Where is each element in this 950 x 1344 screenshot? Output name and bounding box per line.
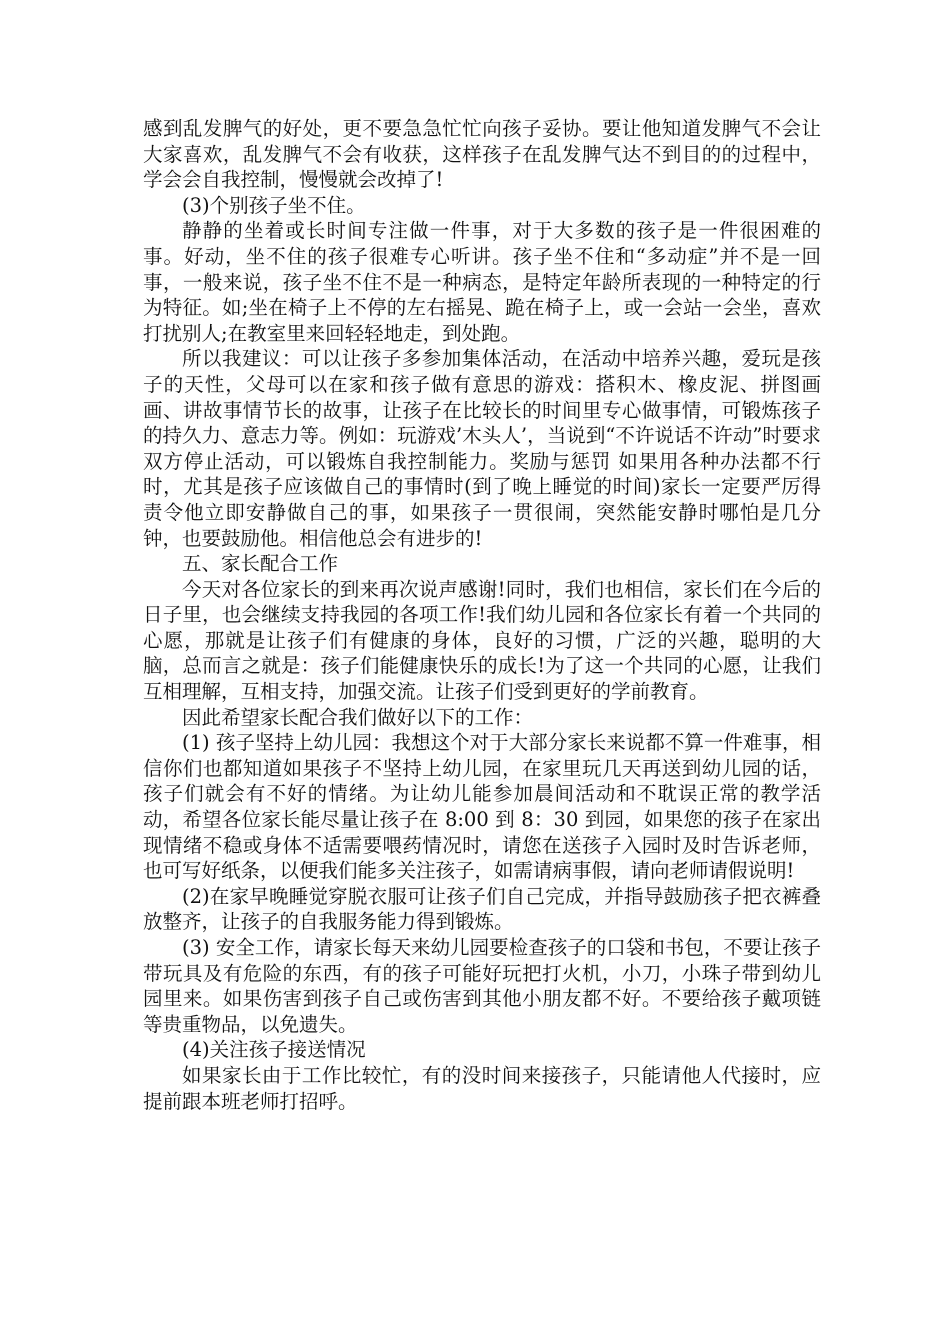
document-page: [143, 116, 821, 1114]
list-item-2-self-care: (2)在家早晚睡觉穿脱衣服可让孩子们自己完成，并指导鼓励孩子把衣裤叠放整齐，让孩子的自我服务能力得到锻炼。: [143, 884, 821, 934]
list-item-3-safety: (3) 安全工作，请家长每天来幼儿园要检查孩子的口袋和书包，不要让孩子带玩具及有危险的东西，有的孩子可能好玩把打火机，小刀，小珠子带到幼儿园里来。如果伤害到孩子自己或伤害到其他小朋友都不好。不要给孩子戴项链等贵重物品，以免遗失。: [143, 936, 821, 1036]
paragraph-pickup: 如果家长由于工作比较忙，有的没时间来接孩子，只能请他人代接时，应提前跟本班老师打招呼。: [143, 1063, 821, 1113]
paragraph-tantrum-conclusion: 感到乱发脾气的好处，更不要急急忙忙向孩子妥协。要让他知道发脾气不会让大家喜欢，乱发脾气不会有收获，这样孩子在乱发脾气达不到目的的过程中，学会会自我控制，慢慢就会改掉了!: [143, 117, 821, 192]
heading-item-3-sitting-still: (3)个别孩子坐不住。: [182, 193, 366, 217]
paragraph-suggestion: 所以我建议：可以让孩子多参加集体活动，在活动中培养兴趣，爱玩是孩子的天性，父母可以在家和孩子做有意思的游戏：搭积木、橡皮泥、拼图画画、讲故事情节长的故事，让孩子在比较长的时间里专心做事情，可锻炼孩子的持久力、意志力等。例如：玩游戏’木头人’，当说到“不许说话不许动”时要求双方停止活动，可以锻炼自我控制能力。奖励与惩罚 如果用各种办法都不行时，尤其是孩子应该做自己的事情时(到了晚上睡觉的时间)家长一定要严厉得责令他立即安静做自己的事，如果孩子一贯很闹，突然能安静时哪怕是几分钟，也要鼓励他。相信他总会有进步的!: [143, 347, 821, 550]
paragraph-sitting-still: 静静的坐着或长时间专注做一件事，对于大多数的孩子是一件很困难的事。好动，坐不住的孩子很难专心听讲。孩子坐不住和“多动症”并不是一回事，一般来说，孩子坐不住不是一种病态，是特定年龄所表现的一种特定的行为特征。如;坐在椅子上不停的左右摇晃、跪在椅子上，或一会站一会坐，喜欢打扰别人;在教室里来回轻轻地走，到处跑。: [143, 219, 821, 345]
section-heading-parent-cooperation: 五、家长配合工作: [182, 552, 339, 576]
list-item-4-pickup-heading: (4)关注孩子接送情况: [182, 1038, 366, 1062]
paragraph-thanks: 今天对各位家长的到来再次说声感谢!同时，我们也相信，家长们在今后的日子里，也会继续支持我园的各项工作!我们幼儿园和各位家长有着一个共同的心愿，那就是让孩子们有健康的身体，良好的习惯，广泛的兴趣，聪明的大脑，总而言之就是：孩子们能健康快乐的成长!为了这一个共同的心愿，让我们互相理解，互相支持，加强交流。让孩子们受到更好的学前教育。: [143, 577, 821, 704]
list-item-1-attendance: (1) 孩子坚持上幼儿园：我想这个对于大部分家长来说都不算一件难事，相信你们也都知道如果孩子不坚持上幼儿园，在家里玩几天再送到幼儿园的话，孩子们就会有不好的情绪。为让幼儿能参加晨间活动和不耽误正常的教学活动，希望各位家长能尽量让孩子在 8:00 到 8：30 到园，如果您的孩子在家出现情绪不稳或身体不适需要喂药情况时，请您在送孩子入园时及时告诉老师，也可写好纸条，以便我们能多关注孩子，如需请病事假，请向老师请假说明!: [143, 731, 821, 883]
paragraph-cooperation-intro: 因此希望家长配合我们做好以下的工作：: [182, 705, 534, 729]
